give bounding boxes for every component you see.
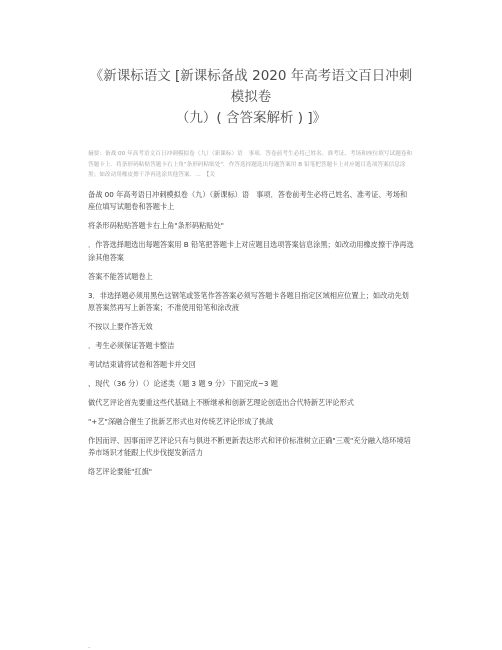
paragraph: "+艺"深融合催生了批新艺形式也对传统艺评论形成了挑战 [88, 417, 274, 426]
paragraph: 做代艺评论首先要重这些代基础上不断继承和创新艺理论创造出合代特新艺评论形式 [88, 398, 354, 407]
paragraph: 3．非选择题必须用黑色这钢笔或签笔作答答案必须写答题卡各题目指定区域相应位置上；如改动先划原答案然再写上新答案；不准使用铅笔和涂改液 [88, 290, 409, 312]
paragraph: ．考生必须保证答题卡整洁 [88, 341, 175, 350]
page-corner-mark: . [88, 642, 91, 650]
paragraph: 络艺评论要能"扛旗" [88, 467, 153, 477]
paragraph: 将条形码粘贴答题卡右上角"条形码粘贴处" [88, 221, 224, 231]
title-line-2: （九）( 含答案解析 ) ]》 [175, 110, 327, 126]
document-title [88, 0, 414, 129]
document-abstract: 摘要：备战 00 年高考语文百日冲刺模拟卷（九）（新课标）语 事项．答卷前考生必将己姓名、准考证、考场和座位填写试题卷和答题卡上．将条形码粘贴答题卡右上角"条形码粘贴处"．作答选择题选出每题答案用 B 铅笔把答题卡上对应题目选项答案信息涂黑；如改动用橡皮擦干净再选涂其他答案．… 【关 [88, 151, 413, 179]
title-line-1: 《新课标语文 [新课标备战 2020 年高考语文百日冲刺模拟卷 [89, 68, 413, 105]
paragraph: ．作答选择题选出每题答案用 B 铅笔把答题卡上对应题目选项答案信息涂黑；如改动用橡皮擦干净再选涂其他答案 [88, 240, 414, 262]
paragraph: 备战 00 年高考语日冲刺模拟卷（九）（新课标）语 事项．答卷前考生必将己姓名、准考证、考场和座位填写试题卷和答题卡上 [88, 189, 408, 212]
paragraph: 不按以上要作答无效 [88, 322, 153, 331]
paragraph: 、现代（36 分）（）论述类（题 3 题 9 分）下面完成~3 题 [88, 379, 278, 388]
paragraph: 考试结束请将试卷和答题卡并交回 [88, 360, 196, 369]
paragraph: 作因而评、因事而评艺评论只有与俱进不断更新表达形式和评价标准树立正确"三观"充分融入络环境培养市场识才能跟上代步伐提发新活力 [88, 436, 411, 458]
paragraph: 答案不能答试题卷上 [88, 271, 153, 281]
